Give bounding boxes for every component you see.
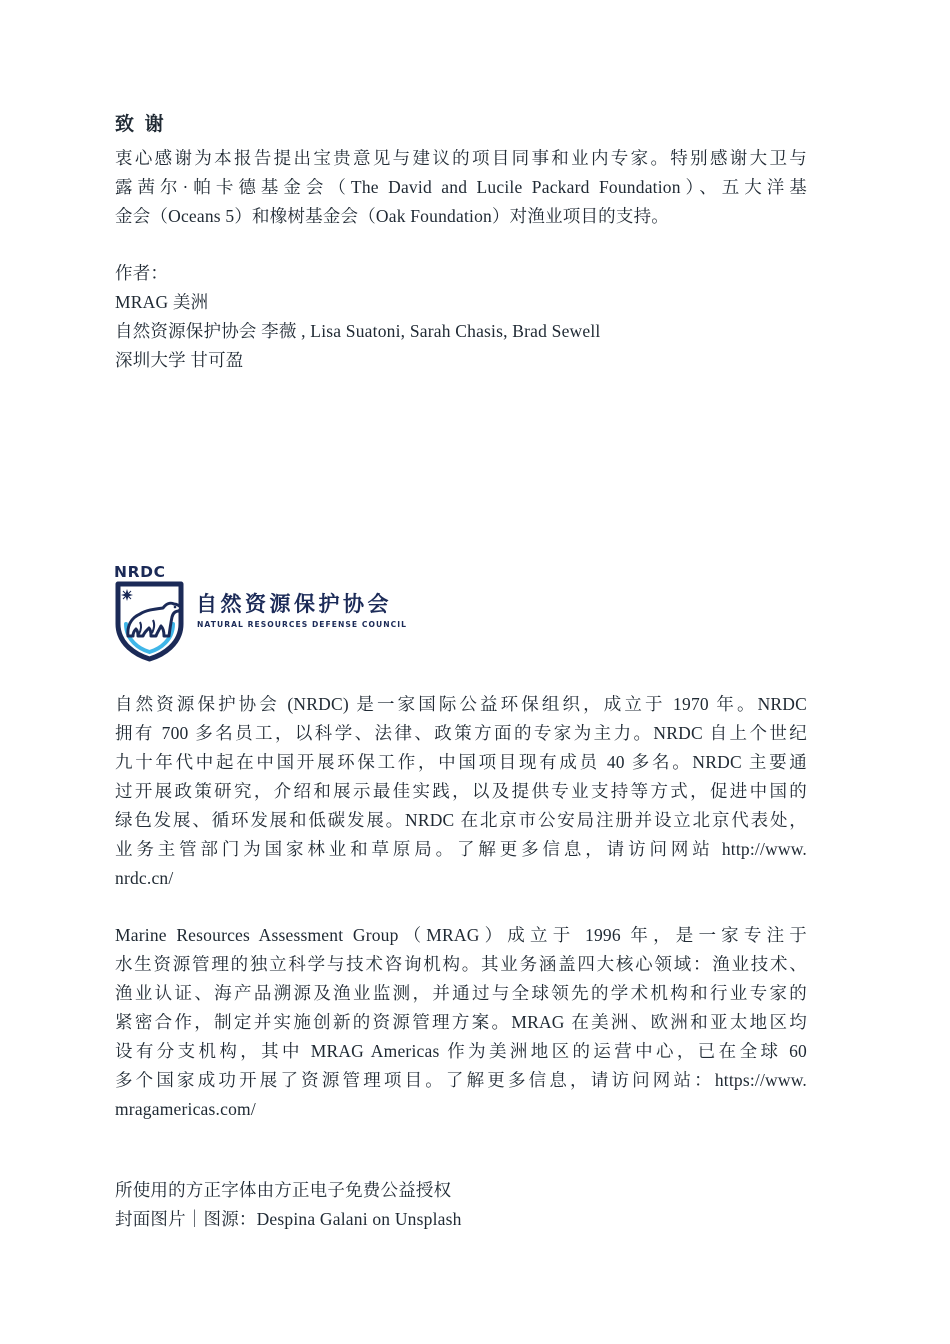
text-line: 绿色发展、循环发展和低碳发展。NRDC 在北京市公安局注册并设立北京代表处， [115, 810, 807, 830]
text-line: mragamericas.com/ [115, 1099, 256, 1119]
text-line: 多个国家成功开展了资源管理项目。了解更多信息，请访问网站：https://www. [115, 1070, 807, 1090]
text-line: 金会（Oceans 5）和橡树基金会（Oak Foundation）对渔业项目的支持。 [115, 206, 669, 226]
text-line: 露茜尔·帕卡德基金会（The David and Lucile Packard Foundation）、五大洋基 [115, 177, 807, 197]
text-line: 衷心感谢为本报告提出宝贵意见与建议的项目同事和业内专家。特别感谢大卫与 [115, 148, 807, 168]
nrdc-logo [113, 562, 433, 662]
author-entry: MRAG 美洲 [115, 292, 209, 312]
nrdc-shield-icon [113, 562, 193, 662]
text-line: 自然资源保护协会 (NRDC) 是一家国际公益环保组织，成立于 1970 年。NRDC [115, 694, 807, 714]
acknowledgements-heading: 致 谢 [115, 113, 166, 135]
text-line: 渔业认证、海产品溯源及渔业监测，并通过与全球领先的学术机构和行业专家的 [115, 983, 807, 1003]
authors-label: 作者： [115, 263, 169, 283]
mrag-description [115, 921, 807, 1124]
star-icon [121, 589, 133, 601]
text-line: 九十年代中起在中国开展环保工作，中国项目现有成员 40 多名。NRDC 主要通 [115, 752, 807, 772]
text-line: 水生资源管理的独立科学与技术咨询机构。其业务涵盖四大核心领域：渔业技术、 [115, 954, 807, 974]
author-entry: 深圳大学 甘可盈 [115, 350, 244, 370]
cover-photo-credit: 封面图片｜图源：Despina Galani on Unsplash [115, 1209, 462, 1229]
acknowledgements-paragraph [115, 144, 807, 231]
text-line: 过开展政策研究，介绍和展示最佳实践，以及提供专业支持等方式，促进中国的 [115, 781, 807, 801]
logo-acronym: NRDC [114, 563, 166, 581]
text-line: 业务主管部门为国家林业和草原局。了解更多信息，请访问网站 http://www. [115, 839, 807, 859]
text-line: 紧密合作，制定并实施创新的资源管理方案。MRAG 在美洲、欧洲和亚太地区均 [115, 1012, 807, 1032]
logo-name-chinese: 自然资源保护协会 [196, 592, 392, 616]
nrdc-description [115, 690, 807, 893]
text-line: 拥有 700 多名员工，以科学、法律、政策方面的专家为主力。NRDC 自上个世纪 [115, 723, 807, 743]
text-line: Marine Resources Assessment Group（MRAG）成立于 1996 年，是一家专注于 [115, 925, 807, 945]
authors-section [115, 259, 807, 375]
logo-name-english: NATURAL RESOURCES DEFENSE COUNCIL [197, 620, 407, 629]
text-line: 设有分支机构，其中 MRAG Americas 作为美洲地区的运营中心，已在全球 60 [115, 1041, 807, 1061]
credits [115, 1176, 807, 1234]
author-entry: 自然资源保护协会 李薇 , Lisa Suatoni, Sarah Chasis, Brad Sewell [115, 321, 601, 341]
font-license-note: 所使用的方正字体由方正电子免费公益授权 [115, 1180, 452, 1200]
text-line: nrdc.cn/ [115, 868, 174, 888]
